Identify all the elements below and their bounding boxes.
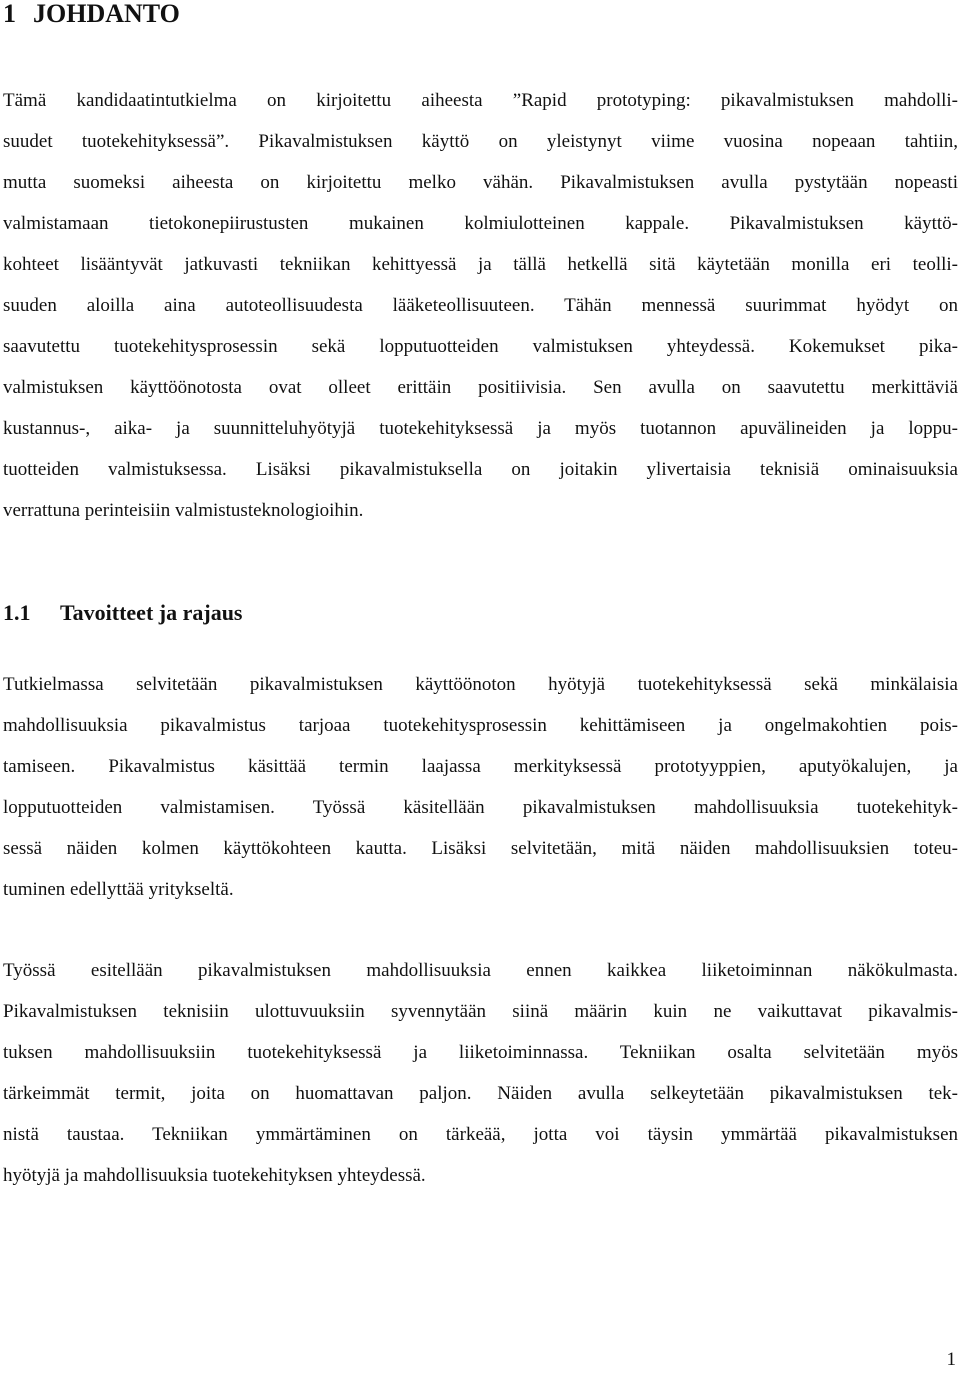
text-line: saavutettu tuotekehitysprosessin sekä lopputuotteiden valmistuksen yhteydessä. Kokemukset pika- (3, 336, 958, 357)
text-line: sessä näiden kolmen käyttökohteen kautta. Lisäksi selvitetään, mitä näiden mahdollisuuksien toteu- (3, 838, 958, 859)
text-line: verrattuna perinteisiin valmistusteknologioihin. (3, 500, 364, 521)
text-line: mutta suomeksi aiheesta on kirjoitettu melko vähän. Pikavalmistuksen avulla pystytään nopeasti (3, 172, 958, 193)
text-line: tuotteiden valmistuksessa. Lisäksi pikavalmistuksella on joitakin ylivertaisia teknisiä ominaisuuksia (3, 459, 958, 480)
intro-paragraph (3, 80, 958, 531)
chapter-number: 1 (3, 0, 16, 28)
page-number: 1 (946, 1349, 956, 1370)
section-paragraph-1 (3, 664, 958, 910)
text-line: lopputuotteiden valmistamisen. Työssä käsitellään pikavalmistuksen mahdollisuuksia tuotekehityk- (3, 797, 958, 818)
section-title: Tavoitteet ja rajaus (60, 600, 243, 625)
text-line: Tutkielmassa selvitetään pikavalmistuksen käyttöönoton hyötyjä tuotekehityksessä sekä minkälaisia (3, 674, 958, 695)
text-line: valmistamaan tietokonepiirustusten mukainen kolmiulotteinen kappale. Pikavalmistuksen käyttö- (3, 213, 958, 234)
text-line: mahdollisuuksia pikavalmistus tarjoaa tuotekehitysprosessin kehittämiseen ja ongelmakohtien pois- (3, 715, 958, 736)
text-line: Työssä esitellään pikavalmistuksen mahdollisuuksia ennen kaikkea liiketoiminnan näkökulmasta. (3, 960, 958, 981)
text-line: nistä taustaa. Tekniikan ymmärtäminen on tärkeää, jotta voi täysin ymmärtää pikavalmistuksen (3, 1124, 958, 1145)
text-line: Tämä kandidaatintutkielma on kirjoitettu aiheesta ”Rapid prototyping: pikavalmistuksen mahdolli- (3, 90, 958, 111)
text-line: kustannus-, aika- ja suunnitteluhyötyjä tuotekehityksessä ja myös tuotannon apuvälineiden ja loppu- (3, 418, 958, 439)
text-line: tamiseen. Pikavalmistus käsittää termin laajassa merkityksessä prototyyppien, aputyökalujen, ja (3, 756, 958, 777)
text-line: suuden aloilla aina autoteollisuudesta lääketeollisuuteen. Tähän mennessä suurimmat hyödyt on (3, 295, 958, 316)
text-line: tärkeimmät termit, joita on huomattavan paljon. Näiden avulla selkeytetään pikavalmistuksen tek- (3, 1083, 958, 1104)
text-line: Pikavalmistuksen teknisiin ulottuvuuksiin syvennytään siinä määrin kuin ne vaikuttavat pikavalmis- (3, 1001, 958, 1022)
section-heading (3, 595, 243, 631)
text-line: valmistuksen käyttöönotosta ovat olleet erittäin positiivisia. Sen avulla on saavutettu merkittäviä (3, 377, 958, 398)
text-line: suudet tuotekehityksessä”. Pikavalmistuksen käyttö on yleistynyt viime vuosina nopeaan tahtiin, (3, 131, 958, 152)
chapter-heading (3, 0, 180, 34)
section-number: 1.1 (3, 600, 31, 625)
text-line: tuminen edellyttää yritykseltä. (3, 879, 234, 900)
text-line: hyötyjä ja mahdollisuuksia tuotekehityksen yhteydessä. (3, 1165, 426, 1186)
chapter-title: JOHDANTO (33, 0, 180, 28)
section-paragraph-2 (3, 950, 958, 1196)
text-line: kohteet lisääntyvät jatkuvasti tekniikan kehittyessä ja tällä hetkellä sitä käytetään monilla eri teolli- (3, 254, 958, 275)
text-line: tuksen mahdollisuuksiin tuotekehityksessä ja liiketoiminnassa. Tekniikan osalta selvitetään myös (3, 1042, 958, 1063)
